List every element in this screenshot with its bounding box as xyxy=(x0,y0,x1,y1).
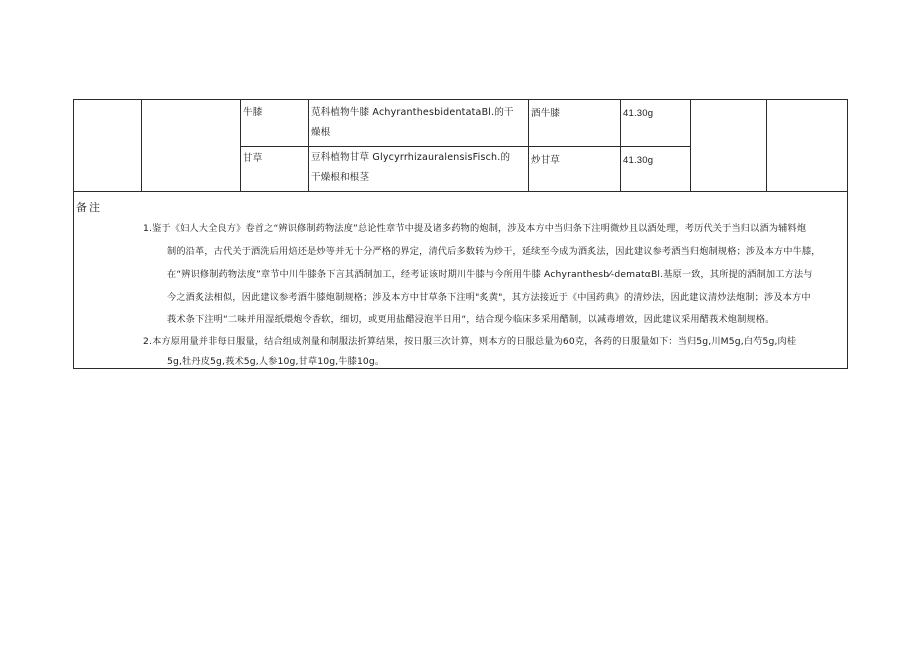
col-divider-4 xyxy=(528,99,529,192)
remark-line: 2.本方原用量并非每日服量，结合组成剂量和制服法折算结果，按日服三次计算，则本方的日服总量为60克，各药的日服量如下：当归5g,川M5g,白芍5g,肉桂 xyxy=(143,336,797,347)
table-top-border xyxy=(73,99,848,100)
herb-source: 苋科植物牛膝 AchyranthesbidentataBl.的干 xyxy=(311,107,514,118)
remark-line: 在“辨识修制药物法度”章节中川牛膝条下言其酒制加工，经考证该时期川牛膝与今所用牛膝 Achyranthesb⁄-dematαBl.基原一致，其所提的酒制加工方法与 xyxy=(167,269,813,280)
herb-source: 豆科植物甘草 GlycyrrhizauralensisFisch.的 xyxy=(311,152,511,163)
dose-value: 41.30g xyxy=(623,108,654,119)
remark-line: 5g,牡丹皮5g,莪术5g,人参10g,甘草10g,牛膝10g。 xyxy=(167,356,385,367)
herb-source-continued: 燥根 xyxy=(311,127,331,138)
herb-source-continued: 干燥根和根茎 xyxy=(311,172,370,183)
col-divider-6 xyxy=(690,99,691,192)
herb-name: 甘草 xyxy=(243,153,263,164)
remark-line: 莪术条下注明“二味并用湿纸煨炮令香软，细切，或更用盐醋浸泡半日用“，结合现今临床多采用醋制，以减毒增效，因此建议采用醋莪术炮制规格。 xyxy=(167,314,775,325)
remark-line: 制的沿革，古代关于酒洗后用焙还是炒等并无十分严格的界定，清代后多数转为炒干，延续至今成为酒炙法，因此建议参考酒当归炮制规格；涉及本方中牛膝， xyxy=(167,246,821,257)
remark-line: 今之酒炙法相似，因此建议参考酒牛膝炮制规格；涉及本方中甘草条下注明"炙黄"，其方法接近于《中国药典》的清炒法，因此建议清炒法炮制；涉及本方中 xyxy=(167,292,811,303)
col-divider-3 xyxy=(308,99,309,192)
table-right-border xyxy=(847,99,848,369)
table-left-border xyxy=(73,99,74,369)
table-section-divider xyxy=(73,191,848,192)
remarks-label: 备注 xyxy=(76,201,102,214)
dose-value: 41.30g xyxy=(623,155,654,166)
herb-name: 牛膝 xyxy=(243,107,263,118)
col-divider-7 xyxy=(766,99,767,192)
processed-form: 炒甘草 xyxy=(531,155,561,166)
processed-form: 酒牛膝 xyxy=(531,108,561,119)
col-divider-5 xyxy=(620,99,621,192)
col-divider-1 xyxy=(141,99,142,192)
remark-line: 1.鉴于《妇人大全良方》卷首之“辨识修制药物法度”总论性章节中提及诸多药物的炮制，涉及本方中当归条下注明微炒且以酒处理，考历代关于当归以酒为辅料炮 xyxy=(143,223,807,234)
col-divider-2 xyxy=(240,99,241,192)
